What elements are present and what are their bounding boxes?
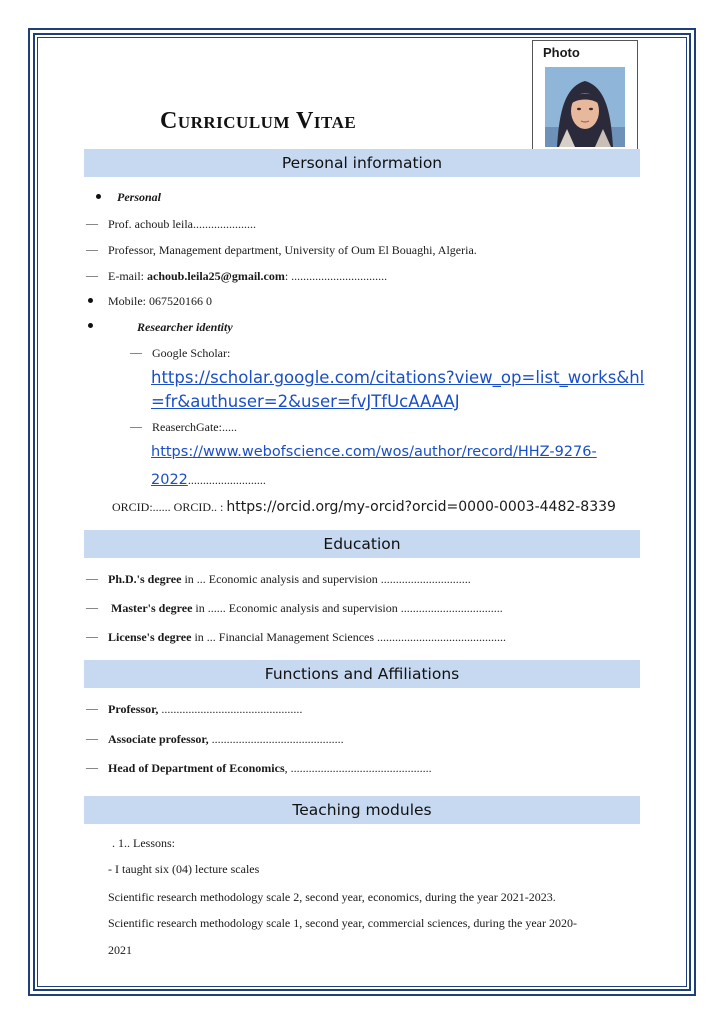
section-header-functions: Functions and Affiliations	[84, 660, 640, 688]
orcid-prefix: ORCID:...... ORCID.. :	[112, 500, 227, 514]
education-degree: Master's degree	[111, 601, 193, 615]
mobile-line: Mobile: 067520166 0	[108, 294, 212, 308]
researchgate-trail: ..........................	[187, 473, 266, 487]
bullet-icon	[96, 194, 101, 199]
position-line: Professor, Management department, University of Oum El Bouaghi, Algeria.	[108, 243, 477, 257]
section-header-personal: Personal information	[84, 149, 640, 177]
researchgate-link-1[interactable]: https://www.webofscience.com/wos/author/record/HHZ-9276-	[151, 444, 597, 460]
section-header-education: Education	[84, 530, 640, 558]
function-detail: ............................................	[208, 732, 344, 746]
orcid-line	[112, 499, 616, 515]
page-title: Curriculum Vitae	[160, 108, 357, 134]
dash-icon: —	[130, 345, 142, 359]
function-detail: , ...............................................	[284, 761, 432, 775]
education-item	[108, 630, 506, 645]
dash-icon: —	[86, 268, 98, 282]
teaching-line: 2021	[108, 943, 132, 957]
section-header-teaching: Teaching modules	[84, 796, 640, 824]
education-detail: in ... Financial Management Sciences ...........................................	[191, 630, 507, 644]
function-detail: ...............................................	[158, 702, 303, 716]
email-trail: : ................................	[284, 269, 388, 283]
email-label: E-mail:	[108, 269, 147, 283]
email-line	[108, 269, 387, 284]
education-item	[111, 601, 503, 616]
teaching-line: Scientific research methodology scale 1, second year, commercial sciences, during the year 2020-	[108, 916, 578, 930]
photo-label: Photo	[543, 45, 580, 60]
researchgate-line-2	[151, 472, 266, 488]
google-scholar-link-2[interactable]: =fr&authuser=2&user=fvJTfUcAAAAJ	[151, 392, 460, 411]
researchgate-link-2[interactable]: 2022	[151, 472, 188, 488]
dash-icon: —	[86, 242, 98, 256]
teaching-lessons: . 1.. Lessons:	[112, 836, 175, 850]
google-scholar-label: Google Scholar:	[152, 346, 231, 360]
dash-icon: —	[86, 216, 98, 230]
dash-icon: —	[86, 629, 98, 643]
researcher-heading: Researcher identity	[137, 320, 233, 334]
dash-icon: —	[86, 571, 98, 585]
function-title: Head of Department of Economics	[108, 761, 285, 775]
function-item	[108, 702, 302, 717]
education-degree: Ph.D.'s degree	[108, 572, 182, 586]
personal-heading: Personal	[117, 190, 162, 204]
researchgate-label: ReaserchGate:.....	[152, 420, 237, 434]
dash-icon: —	[130, 419, 142, 433]
function-item	[108, 732, 344, 747]
orcid-link[interactable]: https://orcid.org/my-orcid?orcid=0000-0003-4482-8339	[226, 499, 616, 515]
photo-box	[532, 40, 638, 150]
dash-icon: —	[86, 701, 98, 715]
dash-icon: —	[86, 760, 98, 774]
education-item	[108, 572, 471, 587]
bullet-icon	[88, 323, 93, 328]
teaching-line: Scientific research methodology scale 2, second year, economics, during the year 2021-2023.	[108, 890, 556, 904]
function-title: Professor,	[108, 702, 159, 716]
function-item	[108, 761, 432, 776]
education-detail: in ...... Economic analysis and supervision ..................................	[192, 601, 503, 615]
bullet-icon	[88, 298, 93, 303]
education-detail: in ... Economic analysis and supervision ..............................	[181, 572, 471, 586]
function-title: Associate professor,	[108, 732, 209, 746]
name-line: Prof. achoub leila.....................	[108, 217, 256, 231]
dash-icon: —	[86, 731, 98, 745]
teaching-taught: - I taught six (04) lecture scales	[108, 862, 260, 876]
email-link[interactable]: achoub.leila25@gmail.com	[147, 269, 285, 283]
dash-icon: —	[86, 600, 98, 614]
google-scholar-link-1[interactable]: https://scholar.google.com/citations?view_op=list_works&hl	[151, 368, 645, 387]
education-degree: License's degree	[108, 630, 192, 644]
portrait-photo	[545, 67, 625, 147]
